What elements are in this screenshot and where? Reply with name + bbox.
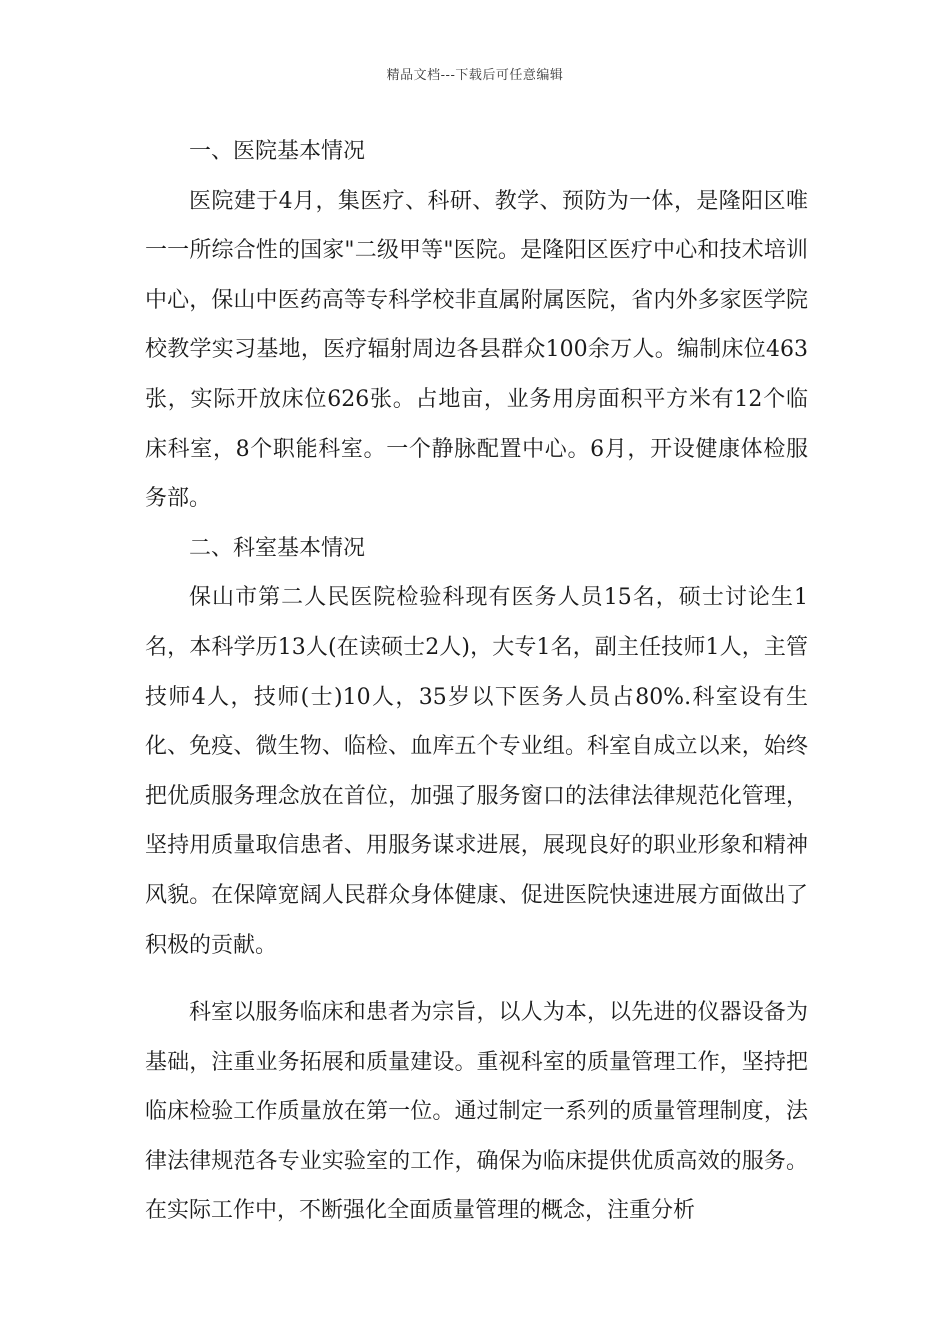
paragraph-gap: [145, 970, 808, 988]
paragraph-hospital-overview: 医院建于4月，集医疗、科研、教学、预防为一体，是隆阳区唯一一所综合性的国家"二级甲等"医院。是隆阳区医疗中心和技术培训中心，保山中医药高等专科学校非直属附属医院，省内外多家医学院校教学实习基地，医疗辐射周边各县群众100余万人。编制床位463张，实际开放床位626张。占地亩，业务用房面积平方米有12个临床科室，8个职能科室。一个静脉配置中心。6月，开设健康体检服务部。: [145, 188, 808, 512]
section-heading-department: 二、科室基本情况: [189, 535, 366, 561]
paragraph-department-quality: 科室以服务临床和患者为宗旨，以人为本，以先进的仪器设备为基础，注重业务拓展和质量建设。重视科室的质量管理工作，坚持把临床检验工作质量放在第一位。通过制定一系列的质量管理制度，法律法律规范各专业实验室的工作，确保为临床提供优质高效的服务。在实际工作中，不断强化全面质量管理的概念，注重分析: [145, 1000, 808, 1224]
header-note: 精品文档---下载后可任意编辑: [386, 68, 564, 83]
paragraph-department-overview: 保山市第二人民医院检验科现有医务人员15名，硕士讨论生1名，本科学历13人(在读硕士2人)，大专1名，副主任技师1人，主管技师4人，技师(士)10人，35岁以下医务人员占80%.科室设有生化、免疫、微生物、临检、血库五个专业组。科室自成立以来，始终把优质服务理念放在首位，加强了服务窗口的法律法律规范化管理，坚持用质量取信患者、用服务谋求进展，展现良好的职业形象和精神风貌。在保障宽阔人民群众身体健康、促进医院快速进展方面做出了积极的贡献。: [145, 585, 808, 958]
section-heading-hospital: 一、医院基本情况: [189, 139, 366, 164]
document-body: [145, 127, 808, 1236]
